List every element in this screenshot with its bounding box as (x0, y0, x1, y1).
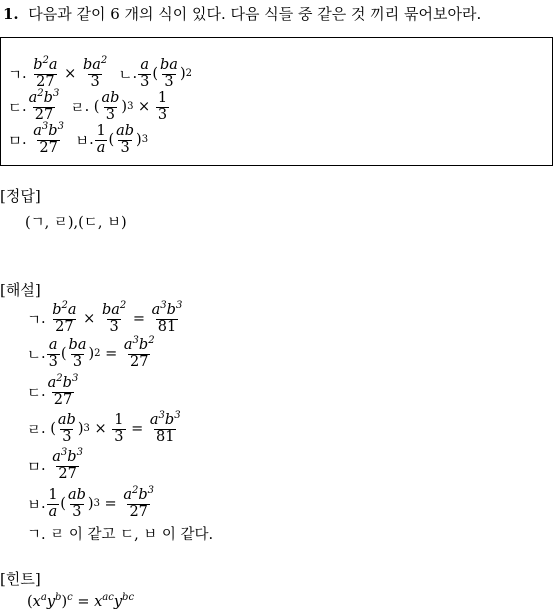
frac-ab-3-b: $\frac{ab}{3}$ (116, 123, 135, 156)
expr-line-1: ㄱ . $\frac{b^2a}{27}$ × $\frac{ba^2}{3}$ ㄴ . $\frac{a}{3}$ ( $\frac{ba}{3}$ ) 2 (8, 55, 192, 90)
frac-b2a-27: $\frac{b^2a}{27}$ (33, 55, 58, 90)
answer-text: (ㄱ, ㄹ),(ㄷ, ㅂ) (25, 215, 127, 231)
solution-line-r: ㄹ . ( $\frac{ab}{3}$ ) 3 × $\frac{1}{3}$ = $\frac{a^3b^3}{81}$ (27, 410, 181, 445)
frac-1-a: $\frac{1}{a}$ (96, 123, 106, 156)
solution-conclusion: ㄱ. ㄹ 이 같고 ㄷ, ㅂ 이 같다. (27, 527, 214, 543)
frac-a3b3-27: $\frac{a^3b^3}{27}$ (33, 121, 64, 156)
solution-line-n: ㄴ . $\frac{a}{3}$ ( $\frac{ba}{3}$ ) 2 = $\frac{a^3b^2}{27}$ (27, 335, 155, 370)
question (3, 3, 481, 24)
label-b: ㅂ (75, 133, 90, 150)
label-g: ㄱ (8, 67, 23, 84)
solution-line-g: ㄱ . $\frac{b^2a}{27}$ × $\frac{ba^2}{3}$ = $\frac{a^3b^3}{81}$ (27, 300, 183, 335)
expressions-box (0, 37, 553, 166)
answer-heading: [정답] (0, 187, 41, 205)
hint-formula: $(x^ay^b)^c = x^{ac}y^{bc}$ (27, 592, 135, 610)
solution-heading: [해설] (0, 281, 41, 299)
expr-line-3: ㅁ . $\frac{a^3b^3}{27}$ ㅂ . $\frac{1}{a}$ ( $\frac{ab}{3}$ ) 3 (8, 121, 149, 156)
solution-line-b: ㅂ . $\frac{1}{a}$ ( $\frac{ab}{3}$ ) 3 = $\frac{a^2b^3}{27}$ (27, 485, 155, 520)
label-d: ㄷ (8, 100, 23, 117)
frac-a-3: $\frac{a}{3}$ (140, 57, 150, 90)
frac-ab-3: $\frac{ab}{3}$ (101, 90, 120, 123)
question-number: 1. (3, 5, 19, 23)
question-text: 다음과 같이 6 개의 식이 있다. 다음 식들 중 같은 것 끼리 묶어보아라. (28, 5, 482, 23)
solution-line-d: ㄷ . $\frac{a^2b^3}{27}$ (27, 373, 79, 408)
frac-ba-3: $\frac{ba}{3}$ (160, 57, 178, 90)
label-m: ㅁ (8, 133, 23, 150)
frac-1-3: $\frac{1}{3}$ (157, 90, 168, 123)
frac-ba2-3: $\frac{ba^2}{3}$ (82, 55, 108, 90)
hint-heading: [힌트] (0, 570, 41, 588)
label-r: ㄹ (70, 100, 85, 117)
expr-line-2: ㄷ . $\frac{a^2b^3}{27}$ ㄹ . ( $\frac{ab}{3}$ ) 3 × $\frac{1}{3}$ (8, 88, 168, 123)
label-n: ㄴ (118, 67, 133, 84)
frac-a2b3-27: $\frac{a^2b^3}{27}$ (28, 88, 60, 123)
solution-line-m: ㅁ . $\frac{a^3b^3}{27}$ (27, 447, 83, 482)
